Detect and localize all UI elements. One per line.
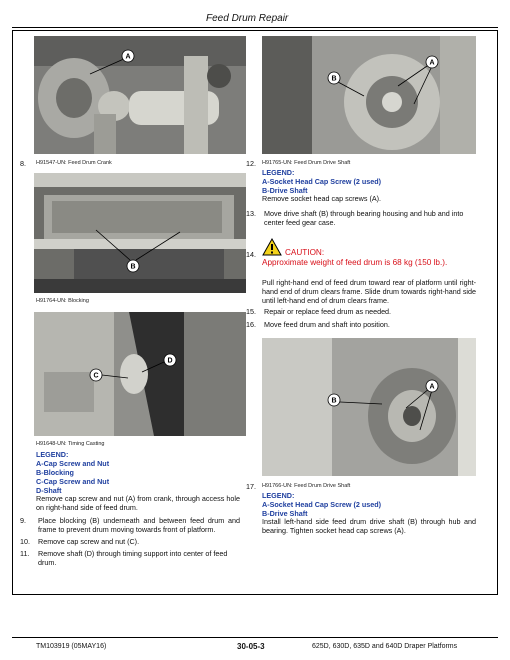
instruction-text: Install left-hand side feed drum drive shaft (B) through hub and bearing. Tighten socket head cap screws (A). xyxy=(262,517,476,536)
svg-text:B: B xyxy=(331,397,337,405)
footer-document-id: TM103919 (05MAY16) xyxy=(36,643,107,650)
legend-title: LEGEND: xyxy=(262,168,295,177)
callout-a-fig1 xyxy=(70,46,140,86)
instruction-text: Remove cap screw and nut (A) from crank, through access hole on right-hand side of feed drum. xyxy=(36,494,240,513)
figure-caption: H91765-UN: Feed Drum Drive Shaft xyxy=(262,160,351,166)
footer-product-name: 625D, 630D, 635D and 640D Draper Platforms xyxy=(312,643,458,650)
legend-item: A-Socket Head Cap Screw (2 used) xyxy=(262,177,382,186)
legend-title: LEGEND: xyxy=(262,491,295,500)
legend-item: B-Blocking xyxy=(36,468,74,477)
legend-title: LEGEND: xyxy=(36,450,69,459)
svg-text:D: D xyxy=(167,357,173,365)
caution-text: Approximate weight of feed drum is 68 kg (150 lb.). xyxy=(262,258,448,267)
figure-feed-drum-crank xyxy=(34,36,246,154)
legend-item: D-Shaft xyxy=(36,486,62,495)
legend-item: A-Socket Head Cap Screw (2 used) xyxy=(262,500,382,509)
svg-text:C: C xyxy=(93,372,99,380)
figure-caption: H91547-UN: Feed Drum Crank xyxy=(36,160,112,166)
legend-item: C-Cap Screw and Nut xyxy=(36,477,110,486)
svg-text:B: B xyxy=(331,75,337,83)
footer-page-number: 30-05-3 xyxy=(237,642,265,651)
callout-c-d-fig3 xyxy=(80,350,190,390)
figure-caption: H91766-UN: Feed Drum Drive Shaft xyxy=(262,483,351,489)
figure-caption: H91648-UN: Timing Casting xyxy=(36,441,105,447)
figure-caption: H91764-UN: Blocking xyxy=(36,298,89,304)
header-rule xyxy=(12,27,498,28)
page-header-title: Feed Drum Repair xyxy=(206,13,289,24)
svg-text:B: B xyxy=(130,263,136,271)
callout-b-fig2 xyxy=(90,220,210,275)
callout-a-b-fig4 xyxy=(322,52,448,112)
legend-item: A-Cap Screw and Nut xyxy=(36,459,110,468)
svg-text:A: A xyxy=(429,59,435,67)
caution-label: CAUTION: xyxy=(285,248,325,257)
instruction-text: Remove socket head cap screws (A). xyxy=(262,194,382,203)
legend-item: B-Drive Shaft xyxy=(262,186,308,195)
legend-item: B-Drive Shaft xyxy=(262,509,308,518)
warning-triangle-icon xyxy=(262,238,282,256)
callout-a-b-fig5 xyxy=(322,378,448,438)
footer-rule xyxy=(12,637,498,638)
instruction-text: Pull right-hand end of feed drum toward rear of platform until right-hand end of drum clears frame. Slide drum towards right-hand side until left-hand end of drum clears frame. xyxy=(262,278,476,306)
svg-text:A: A xyxy=(125,53,131,61)
svg-text:A: A xyxy=(429,383,435,391)
